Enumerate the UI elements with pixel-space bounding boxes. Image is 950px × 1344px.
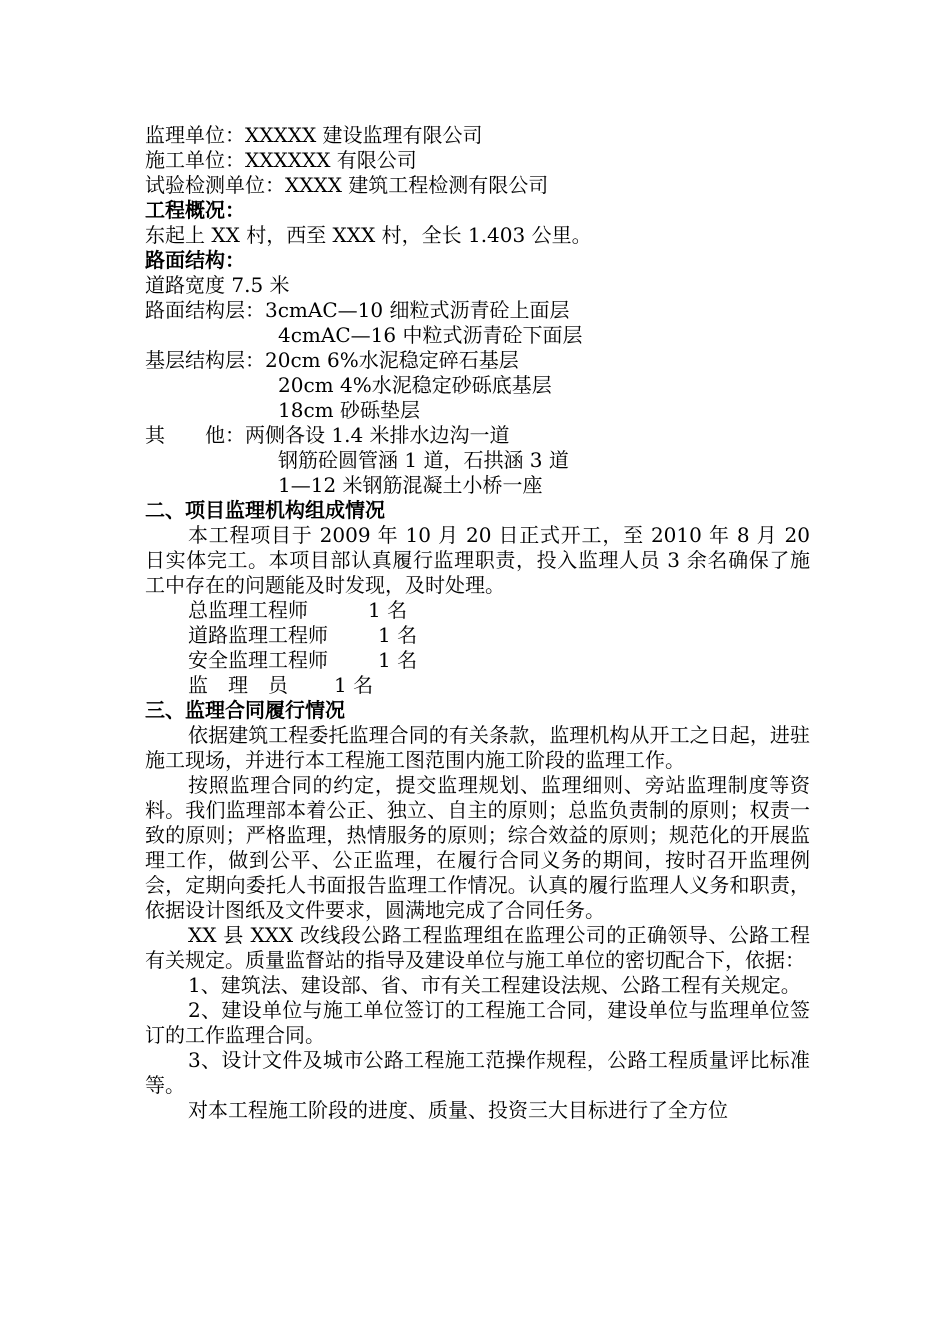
- other-label: 其 他：: [145, 423, 245, 447]
- overview-text: 东起上 XX 村，西至 XXX 村，全长 1.403 公里。: [145, 223, 592, 247]
- staff-count: 1 名: [334, 673, 374, 697]
- staff-row: [145, 673, 810, 698]
- surface-layer-label: 路面结构层：: [145, 298, 265, 322]
- basis-item-3: 3、设计文件及城市公路工程施工范操作规程，公路工程质量评比标准等。: [145, 1048, 810, 1097]
- staff-row: [145, 623, 810, 648]
- staff-role: 道路监理工程师: [188, 623, 328, 647]
- base-layer-3: 18cm 砂砾垫层: [278, 398, 420, 422]
- base-layer-1: 20cm 6%水泥稳定碎石基层: [265, 348, 519, 372]
- staff-role: 安全监理工程师: [188, 648, 328, 672]
- base-layer-row: [145, 348, 810, 373]
- surface-layer-2: 4cmAC—16 中粒式沥青砼下面层: [278, 323, 583, 347]
- base-layer-label: 基层结构层：: [145, 348, 265, 372]
- supervision-unit: 监理单位：XXXXX 建设监理有限公司: [145, 123, 483, 147]
- road-width: 道路宽度 7.5 米: [145, 273, 290, 297]
- overview-heading: 工程概况：: [145, 198, 245, 222]
- section3-paragraph: 依据建筑工程委托监理合同的有关条款，监理机构从开工之日起，进驻施工现场，并进行本工程施工图范围内施工阶段的监理工作。: [145, 723, 810, 772]
- surface-layer-row: [145, 298, 810, 323]
- pavement-heading: 路面结构：: [145, 248, 245, 272]
- other-row: [145, 423, 810, 448]
- other-3: 1—12 米钢筋混凝土小桥一座: [278, 473, 543, 497]
- section3-paragraph: 对本工程施工阶段的进度、质量、投资三大目标进行了全方位: [188, 1098, 728, 1122]
- section3-paragraph: XX 县 XXX 改线段公路工程监理组在监理公司的正确领导、公路工程有关规定。质量监督站的指导及建设单位与施工单位的密切配合下，依据：: [145, 923, 810, 972]
- other-2: 钢筋砼圆管涵 1 道，石拱涵 3 道: [278, 448, 569, 472]
- staff-role: 监 理 员: [188, 673, 288, 697]
- section3-paragraph: 按照监理合同的约定，提交监理规划、监理细则、旁站监理制度等资料。我们监理部本着公正、独立、自主的原则；总监负责制的原则；权责一致的原则；严格监理，热情服务的原则；综合效益的原则；规范化的开展监理工作，做到公平、公正监理，在履行合同义务的期间，按时召开监理例会，定期向委托人书面报告监理工作情况。认真的履行监理人义务和职责，依据设计图纸及文件要求，圆满地完成了合同任务。: [145, 773, 810, 922]
- section2-heading: 二、项目监理机构组成情况: [145, 498, 385, 522]
- construction-unit: 施工单位：XXXXXX 有限公司: [145, 148, 417, 172]
- staff-count: 1 名: [368, 598, 408, 622]
- surface-layer-1: 3cmAC—10 细粒式沥青砼上面层: [265, 298, 570, 322]
- section3-heading: 三、监理合同履行情况: [145, 698, 345, 722]
- staff-count: 1 名: [378, 623, 418, 647]
- document-body: [145, 123, 810, 1123]
- basis-item-2: 2、建设单位与施工单位签订的工程施工合同，建设单位与监理单位签订的工作监理合同。: [145, 998, 810, 1047]
- staff-count: 1 名: [378, 648, 418, 672]
- other-1: 两侧各设 1.4 米排水边沟一道: [245, 423, 510, 447]
- section2-paragraph: 本工程项目于 2009 年 10 月 20 日正式开工，至 2010 年 8 月 20 日实体完工。本项目部认真履行监理职责，投入监理人员 3 余名确保了施工中存在的问题能及时发现，及时处理。: [145, 523, 810, 597]
- staff-row: [145, 598, 810, 623]
- basis-item-1: 1、建筑法、建设部、省、市有关工程建设法规、公路工程有关规定。: [188, 973, 801, 997]
- staff-role: 总监理工程师: [188, 598, 308, 622]
- base-layer-2: 20cm 4%水泥稳定砂砾底基层: [278, 373, 552, 397]
- testing-unit: 试验检测单位：XXXX 建筑工程检测有限公司: [145, 173, 549, 197]
- staff-row: [145, 648, 810, 673]
